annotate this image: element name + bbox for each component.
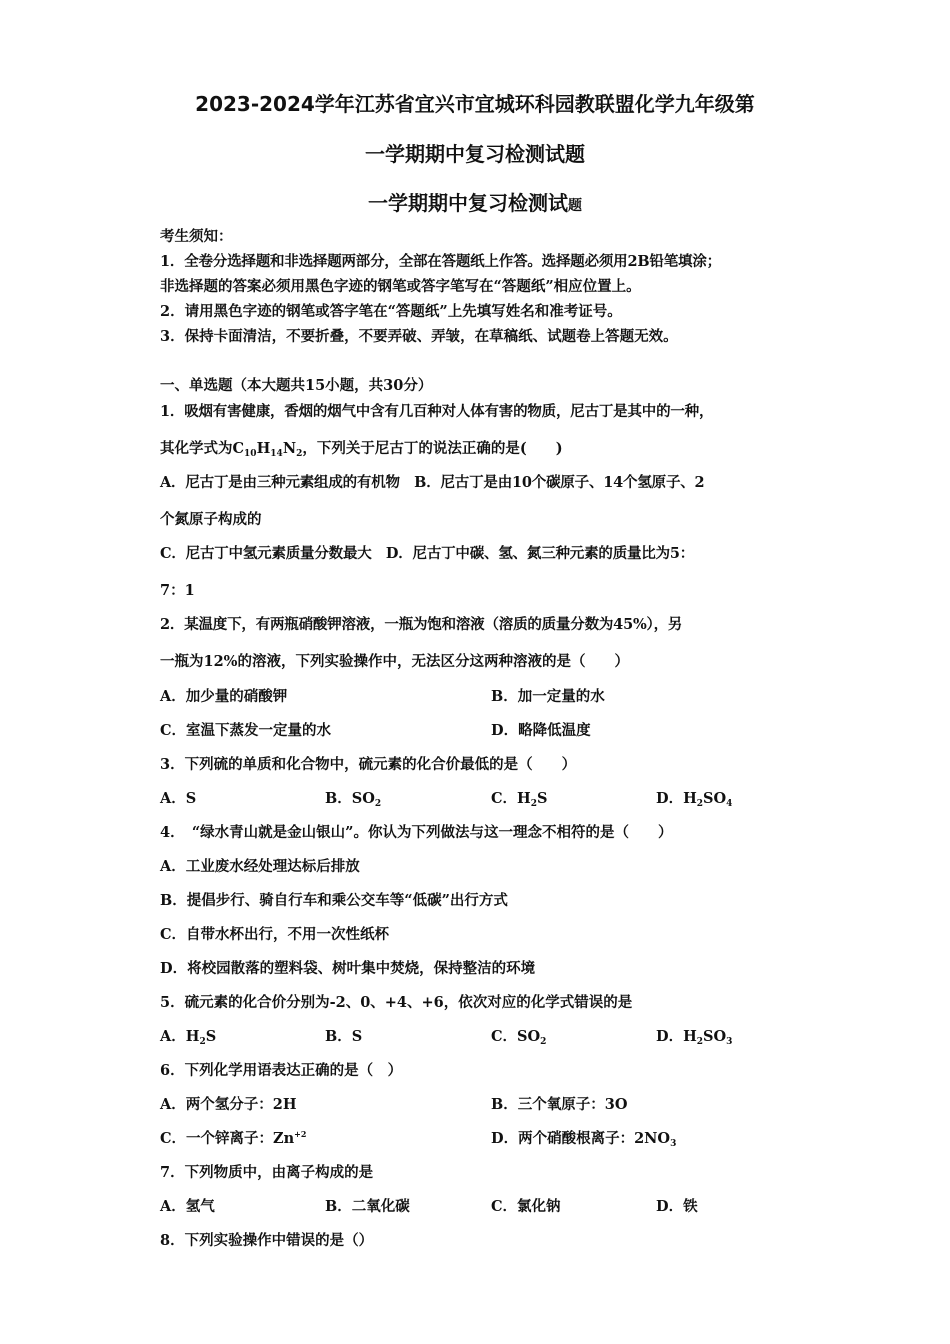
q8-stem: 8．下列实验操作中错误的是（）: [160, 1232, 374, 1249]
q3-option-c-post: S: [537, 790, 548, 807]
q4-option-a: A．工业废水经处理达标后排放: [160, 858, 360, 875]
q1-options-ab: A．尼古丁是由三种元素组成的有机物 B．尼古丁是由10个碳原子、14个氢原子、2: [160, 474, 705, 491]
section-heading: 一、单选题（本大题共15小题，共30分）: [160, 377, 433, 394]
exam-title-line-3-tail: 题: [568, 198, 582, 214]
notice-item-3: 3．保持卡面清洁，不要折叠，不要弄破、弄皱，在草稿纸、试题卷上答题无效。: [160, 328, 678, 345]
notice-heading: 考生须知：: [160, 228, 233, 245]
q3-option-a: A．S: [160, 790, 197, 807]
q5-option-d-sub-1: 2: [696, 1037, 704, 1047]
q2-option-a: A．加少量的硝酸钾: [160, 688, 288, 705]
q1-h: H: [256, 440, 271, 457]
q6-option-a: A．两个氢分子：2H: [160, 1096, 297, 1113]
q5-option-d-text: D．H: [656, 1028, 697, 1045]
exam-title-line-2: 一学期期中复习检测试题: [365, 142, 585, 166]
q3-option-d: [656, 790, 732, 808]
q5-option-c: [491, 1028, 546, 1046]
q1-sub-1: 10: [244, 449, 257, 459]
q3-option-d-mid: SO: [703, 790, 727, 807]
q6-stem: 6．下列化学用语表达正确的是（ ）: [160, 1062, 403, 1079]
q5-option-a-text: A．H: [160, 1028, 200, 1045]
q2-option-b: B．加一定量的水: [491, 688, 605, 705]
q5-stem: 5．硫元素的化合价分别为-2、0、+4、+6，依次对应的化学式错误的是: [160, 994, 633, 1011]
q7-stem: 7．下列物质中，由离子构成的是: [160, 1164, 374, 1181]
q5-option-a-sub: 2: [199, 1037, 206, 1047]
q1-stem-a: 1．吸烟有害健康，香烟的烟气中含有几百种对人体有害的物质，尼古丁是其中的一种，: [160, 403, 714, 420]
notice-item-1a: 1．全卷分选择题和非选择题两部分，全部在答题纸上作答。选择题必须用2B铅笔填涂；: [160, 253, 721, 270]
q2-stem-a: 2．某温度下，有两瓶硝酸钾溶液，一瓶为饱和溶液（溶质的质量分数为45%），另: [160, 616, 683, 633]
q4-stem: 4． “绿水青山就是金山银山”。你认为下列做法与这一理念不相符的是（ ）: [160, 824, 673, 841]
q1-n: N: [282, 440, 297, 457]
exam-title-line-3: [0, 187, 950, 216]
q2-option-c: C．室温下蒸发一定量的水: [160, 722, 332, 739]
q1-options-ab-cont: 个氮原子构成的: [160, 511, 262, 528]
q1-sub-2: 14: [270, 449, 283, 459]
q2-option-d: D．略降低温度: [491, 722, 591, 739]
q5-option-d-mid: SO: [703, 1028, 727, 1045]
q1-sub-3: 2: [296, 449, 303, 459]
q6-option-c-text: C．一个锌离子：Zn: [160, 1130, 295, 1147]
q6-option-c-sup: +2: [294, 1129, 307, 1139]
q1-stem-b-suffix: ，下列关于尼古丁的说法正确的是( ): [302, 440, 563, 457]
q3-stem: 3．下列硫的单质和化合物中，硫元素的化合价最低的是（ ）: [160, 756, 577, 773]
q4-option-b: B．提倡步行、骑自行车和乘公交车等“低碳”出行方式: [160, 892, 508, 909]
q5-option-a: [160, 1028, 216, 1046]
q3-option-d-text: D．H: [656, 790, 697, 807]
q6-option-d-sub: 3: [670, 1139, 677, 1149]
q4-option-c: C．自带水杯出行，不用一次性纸杯: [160, 926, 390, 943]
q3-option-c: [491, 790, 548, 808]
q1-stem-b-prefix: 其化学式为C: [160, 440, 245, 457]
q3-option-d-sub-1: 2: [696, 799, 704, 809]
q7-option-b: B．二氧化碳: [325, 1198, 410, 1215]
q5-option-d-sub-2: 3: [726, 1037, 733, 1047]
q5-option-d: [656, 1028, 732, 1046]
q3-option-b-sub: 2: [374, 799, 382, 809]
q3-option-b: [325, 790, 381, 808]
q2-stem-b: 一瓶为12%的溶液，下列实验操作中，无法区分这两种溶液的是（ ）: [160, 653, 629, 670]
q4-option-d: D．将校园散落的塑料袋、树叶集中焚烧，保持整洁的环境: [160, 960, 536, 977]
q3-option-c-sub: 2: [530, 799, 538, 809]
q6-option-d: [491, 1130, 676, 1148]
q7-option-a: A．氢气: [160, 1198, 215, 1215]
q6-option-d-text: D．两个硝酸根离子：2NO: [491, 1130, 671, 1147]
notice-item-2: 2．请用黑色字迹的钢笔或答字笔在“答题纸”上先填写姓名和准考证号。: [160, 303, 622, 320]
q1-options-cd: C．尼古丁中氢元素质量分数最大 D．尼古丁中碳、氢、氮三种元素的质量比为5：: [160, 545, 695, 562]
q1-stem-b: [160, 440, 563, 458]
notice-item-1b: 非选择题的答案必须用黑色字迹的钢笔或答字笔写在“答题纸”相应位置上。: [160, 278, 641, 295]
q3-option-c-text: C．H: [491, 790, 531, 807]
q6-option-c: [160, 1130, 306, 1148]
q5-option-c-sub: 2: [540, 1037, 547, 1047]
q5-option-a-post: S: [205, 1028, 217, 1045]
exam-title-line-1: 2023-2024学年江苏省宜兴市宜城环科园教联盟化学九年级第: [195, 92, 755, 116]
q6-option-b: B．三个氧原子：3O: [491, 1096, 628, 1113]
q1-options-cd-cont: 7：1: [160, 582, 195, 599]
q7-option-c: C．氯化钠: [491, 1198, 561, 1215]
q5-option-c-text: C．SO: [491, 1028, 541, 1045]
q3-option-d-sub-2: 4: [726, 799, 733, 809]
exam-title-line-3-main: 一学期期中复习检测试: [368, 191, 568, 215]
q5-option-b: B．S: [325, 1028, 363, 1045]
q7-option-d: D．铁: [656, 1198, 698, 1215]
q3-option-b-text: B．SO: [325, 790, 375, 807]
